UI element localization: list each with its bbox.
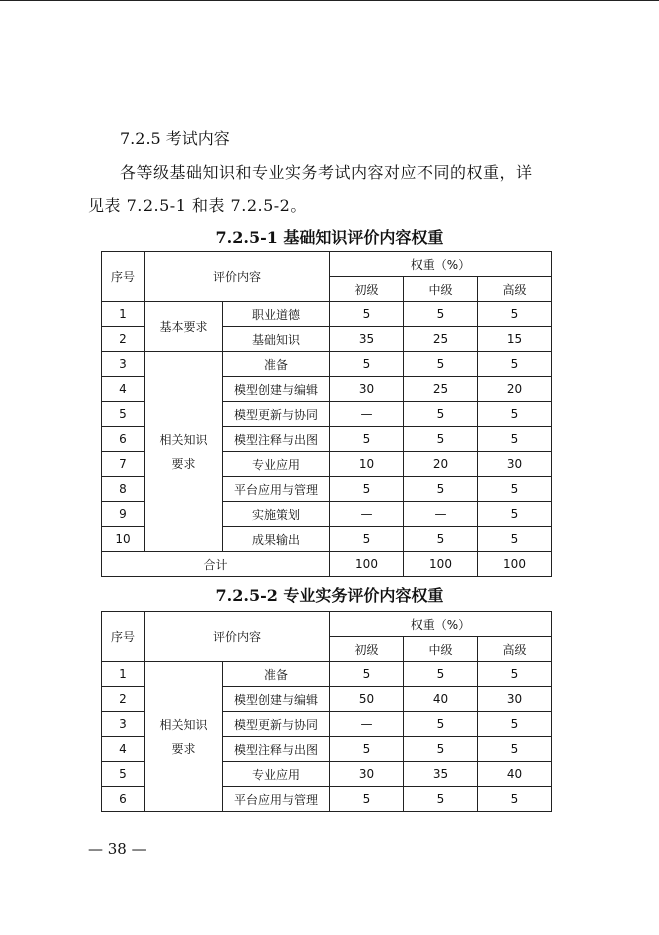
- value-intermediate: 20: [404, 452, 478, 477]
- row-seq: 8: [102, 477, 145, 502]
- value-junior: 35: [330, 327, 404, 352]
- value-intermediate: —: [404, 502, 478, 527]
- header-weight: 权重（%）: [330, 252, 552, 277]
- header-level-junior: 初级: [330, 637, 404, 662]
- row-item: 专业应用: [223, 762, 330, 787]
- value-intermediate: 5: [404, 712, 478, 737]
- header-level-senior: 高级: [478, 277, 552, 302]
- value-senior: 5: [478, 662, 552, 687]
- header-level-intermediate: 中级: [404, 637, 478, 662]
- value-senior: 5: [478, 477, 552, 502]
- value-senior: 20: [478, 377, 552, 402]
- row-item: 模型注释与出图: [223, 737, 330, 762]
- value-senior: 5: [478, 502, 552, 527]
- header-seq: 序号: [102, 252, 145, 302]
- value-senior: 5: [478, 427, 552, 452]
- total-senior: 100: [478, 552, 552, 577]
- row-seq: 5: [102, 402, 145, 427]
- value-intermediate: 5: [404, 787, 478, 812]
- row-item: 模型更新与协同: [223, 402, 330, 427]
- value-intermediate: 25: [404, 327, 478, 352]
- value-junior: 30: [330, 762, 404, 787]
- value-senior: 30: [478, 452, 552, 477]
- value-junior: —: [330, 712, 404, 737]
- group-label: 相关知识要求: [159, 432, 208, 471]
- table2-professional-practice-weights: [101, 611, 552, 812]
- row-item: 准备: [223, 662, 330, 687]
- row-seq: 2: [102, 687, 145, 712]
- value-junior: 5: [330, 787, 404, 812]
- value-senior: 15: [478, 327, 552, 352]
- row-item: 模型创建与编辑: [223, 377, 330, 402]
- row-seq: 6: [102, 427, 145, 452]
- value-intermediate: 5: [404, 402, 478, 427]
- row-seq: 3: [102, 712, 145, 737]
- value-senior: 5: [478, 302, 552, 327]
- value-intermediate: 5: [404, 302, 478, 327]
- row-item: 模型创建与编辑: [223, 687, 330, 712]
- row-item: 基础知识: [223, 327, 330, 352]
- header-level-intermediate: 中级: [404, 277, 478, 302]
- header-level-senior: 高级: [478, 637, 552, 662]
- total-row: [102, 552, 552, 577]
- value-senior: 40: [478, 762, 552, 787]
- group-related-knowledge: [145, 662, 223, 812]
- value-senior: 5: [478, 402, 552, 427]
- value-senior: 5: [478, 737, 552, 762]
- row-seq: 1: [102, 302, 145, 327]
- row-seq: 9: [102, 502, 145, 527]
- value-intermediate: 5: [404, 352, 478, 377]
- value-junior: 5: [330, 477, 404, 502]
- value-junior: 5: [330, 352, 404, 377]
- group-related-knowledge: [145, 352, 223, 552]
- row-item: 模型注释与出图: [223, 427, 330, 452]
- row-item: 成果输出: [223, 527, 330, 552]
- value-intermediate: 5: [404, 477, 478, 502]
- row-item: 准备: [223, 352, 330, 377]
- row-item: 职业道德: [223, 302, 330, 327]
- table2-caption: 7.2.5-2 专业实务评价内容权重: [215, 586, 444, 605]
- header-content: 评价内容: [145, 612, 330, 662]
- group-label: 相关知识要求: [159, 717, 208, 756]
- row-item: 平台应用与管理: [223, 787, 330, 812]
- value-senior: 5: [478, 712, 552, 737]
- paragraph-line-2: 见表 7.2.5-1 和表 7.2.5-2。: [88, 196, 307, 215]
- row-seq: 4: [102, 377, 145, 402]
- section-heading: 7.2.5 考试内容: [120, 129, 230, 148]
- row-item: 专业应用: [223, 452, 330, 477]
- row-item: 模型更新与协同: [223, 712, 330, 737]
- value-senior: 5: [478, 352, 552, 377]
- top-border-line: [0, 0, 659, 1]
- row-seq: 7: [102, 452, 145, 477]
- table1-caption: 7.2.5-1 基础知识评价内容权重: [215, 228, 444, 247]
- value-intermediate: 5: [404, 737, 478, 762]
- value-senior: 5: [478, 787, 552, 812]
- value-senior: 30: [478, 687, 552, 712]
- value-intermediate: 5: [404, 662, 478, 687]
- header-level-junior: 初级: [330, 277, 404, 302]
- value-junior: 5: [330, 662, 404, 687]
- row-seq: 3: [102, 352, 145, 377]
- row-seq: 4: [102, 737, 145, 762]
- row-item: 实施策划: [223, 502, 330, 527]
- group-basic-requirements: 基本要求: [145, 302, 223, 352]
- total-intermediate: 100: [404, 552, 478, 577]
- value-intermediate: 5: [404, 527, 478, 552]
- value-intermediate: 35: [404, 762, 478, 787]
- value-junior: 5: [330, 737, 404, 762]
- value-senior: 5: [478, 527, 552, 552]
- header-weight: 权重（%）: [330, 612, 552, 637]
- paragraph-line-1: 各等级基础知识和专业实务考试内容对应不同的权重，详: [120, 163, 533, 182]
- value-junior: 5: [330, 427, 404, 452]
- value-intermediate: 25: [404, 377, 478, 402]
- header-seq: 序号: [102, 612, 145, 662]
- total-junior: 100: [330, 552, 404, 577]
- value-junior: 5: [330, 527, 404, 552]
- row-seq: 10: [102, 527, 145, 552]
- value-intermediate: 5: [404, 427, 478, 452]
- row-seq: 5: [102, 762, 145, 787]
- table-row: [102, 302, 552, 327]
- value-junior: 30: [330, 377, 404, 402]
- row-seq: 6: [102, 787, 145, 812]
- value-junior: 10: [330, 452, 404, 477]
- table-row: [102, 662, 552, 687]
- total-label: 合计: [102, 552, 330, 577]
- row-seq: 1: [102, 662, 145, 687]
- value-junior: 5: [330, 302, 404, 327]
- value-junior: —: [330, 402, 404, 427]
- table1-basic-knowledge-weights: [101, 251, 552, 577]
- row-seq: 2: [102, 327, 145, 352]
- table-row: [102, 352, 552, 377]
- row-item: 平台应用与管理: [223, 477, 330, 502]
- value-junior: 50: [330, 687, 404, 712]
- value-intermediate: 40: [404, 687, 478, 712]
- header-content: 评价内容: [145, 252, 330, 302]
- page-number: — 38 —: [88, 840, 147, 858]
- value-junior: —: [330, 502, 404, 527]
